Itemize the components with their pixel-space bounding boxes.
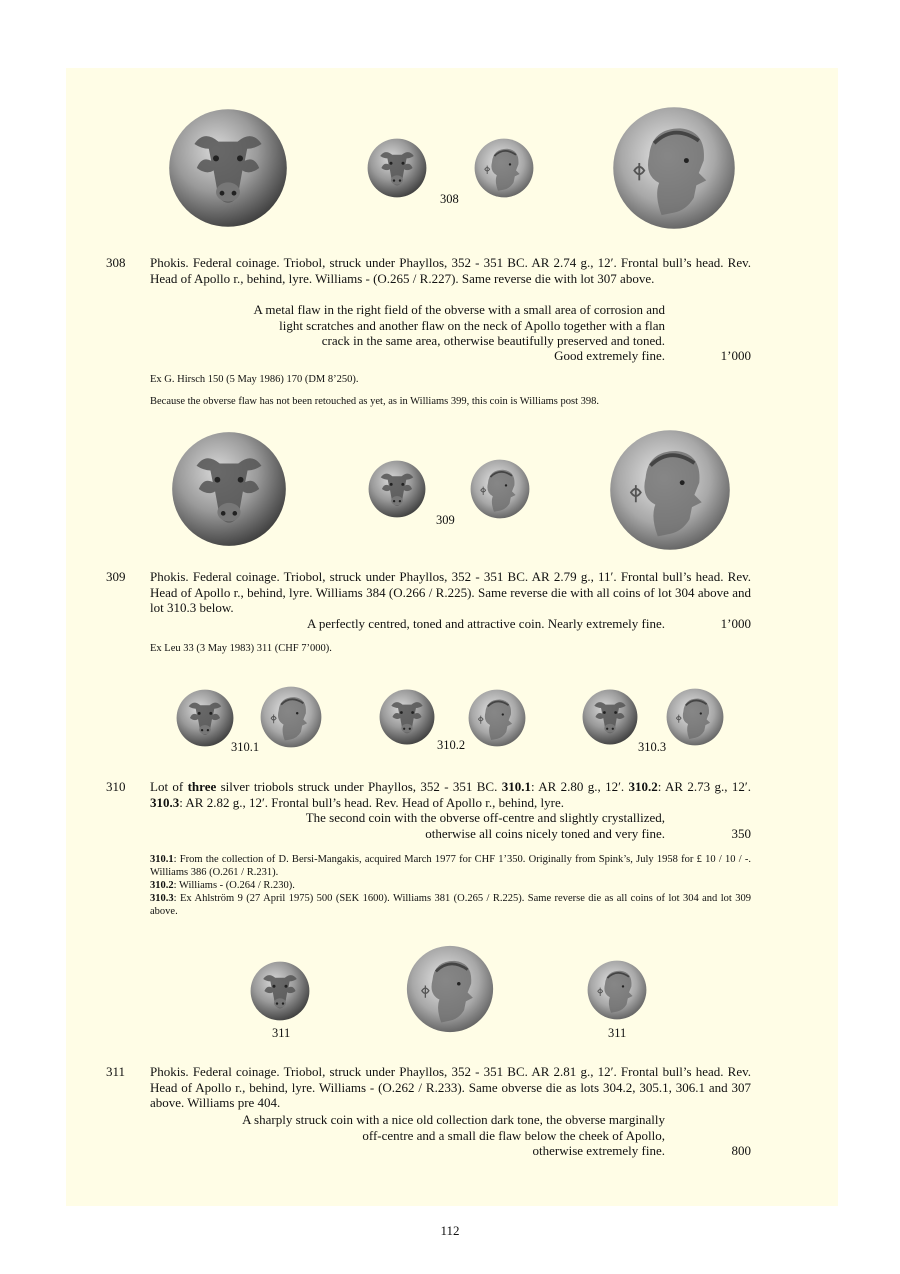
lot-308-description: Phokis. Federal coinage. Triobol, struck under Phayllos, 352 - 351 BC. AR 2.74 g., 12′. Frontal bull’s head. Rev. Head of Apollo r., behind, lyre. Williams - (O.265 / R.227). Same reverse die with lot 307 above. (150, 255, 751, 286)
lot-310-note-ref-3: 310.3 (150, 893, 174, 904)
lot-310-desc-item-3: : AR 2.82 g., 12′. Frontal bull’s head. Rev. Head of Apollo r., behind, lyre. (179, 794, 564, 810)
lot-311-condition-line-1: A sharply struck coin with a nice old collection dark tone, the obverse marginally (242, 1112, 665, 1127)
coin-311-obverse (248, 961, 312, 1021)
lot-311-description: Phokis. Federal coinage. Triobol, struck under Phayllos, 352 - 351 BC. AR 2.81 g., 12′. Frontal bull’s head. Rev. Head of Apollo r., behind, lyre. Williams - (O.262 / R.233). Same obverse die as lots 304.2, 305.1, 306.1 and 307 above. Williams pre 404. (150, 1064, 751, 1110)
lot-310-note-ref-2: 310.2 (150, 880, 174, 891)
lot-310-note-2 (150, 879, 751, 892)
lot-310-note-text-1: : From the collection of D. Bersi-Mangakis, acquired March 1977 for CHF 1’350. Originally from Spink’s, July 1958 for £ 10 / 10 / -. Williams 386 (O.261 / R.231). (150, 854, 751, 878)
lot-number-310: 310 (106, 779, 126, 794)
lot-310-note-text-3: : Ex Ahlström 9 (27 April 1975) 500 (SEK 1600). Williams 381 (O.265 / R.225). Same reverse die as all coins of lot 304 and lot 309 above. (150, 893, 751, 917)
lot-308-note-1: Ex G. Hirsch 150 (5 May 1986) 170 (DM 8’250). (150, 374, 359, 385)
coin-309-obverse (366, 460, 428, 518)
lot-308-condition-line-2: light scratches and another flaw on the neck of Apollo together with a flan (279, 318, 665, 333)
coin-310-3-reverse (665, 688, 725, 746)
coin-311-reverse-enlarged (400, 945, 500, 1033)
coin-311-reverse (584, 960, 650, 1020)
coin-309-reverse (470, 459, 530, 519)
page-number: 112 (440, 1223, 460, 1238)
coin-308-reverse-enlarged (612, 106, 736, 230)
coin-308-reverse (473, 138, 535, 198)
coin-309-reverse-enlarged (608, 429, 732, 551)
lot-310-desc-bold: three (187, 779, 217, 794)
lot-311-price: 800 (731, 1143, 751, 1158)
coin-310-2-reverse (466, 689, 528, 747)
image-label-310-2: 310.2 (437, 738, 466, 752)
lot-311-condition-line-2: off-centre and a small die flaw below the cheek of Apollo, (362, 1128, 665, 1143)
lot-309-condition-line-1: A perfectly centred, toned and attractive coin. Nearly extremely fine. (306, 616, 665, 631)
lot-310-desc-item-1: : AR 2.80 g., 12′. (530, 779, 629, 794)
lot-310-desc-ref-2: 310.2 (628, 779, 658, 794)
image-label-311-right: 311 (608, 1026, 627, 1040)
lot-310-condition-line-1: The second coin with the obverse off-centre and slightly crystallized, (305, 810, 665, 825)
lot-310-price: 350 (731, 826, 751, 841)
lot-number-309: 309 (106, 569, 126, 584)
lot-310-desc-pre: Lot of (150, 779, 188, 794)
coin-310-1-reverse (260, 686, 322, 748)
lot-308-note-2: Because the obverse flaw has not been retouched as yet, as in Williams 399, this coin is Williams post 398. (150, 396, 600, 407)
lot-308-price: 1’000 (720, 348, 751, 363)
coin-310-2-obverse (375, 689, 439, 745)
lot-310-desc-item-2: : AR 2.73 g., 12′. (657, 779, 751, 794)
lot-309-note-1: Ex Leu 33 (3 May 1983) 311 (CHF 7’000). (150, 643, 332, 654)
lot-308-condition-line-1: A metal flaw in the right field of the obverse with a small area of corrosion and (253, 302, 665, 317)
lot-309-price: 1’000 (720, 616, 751, 631)
coin-308-obverse (366, 138, 428, 198)
lot-310-note-text-2: : Williams - (O.264 / R.230). (173, 880, 295, 891)
lot-309-description: Phokis. Federal coinage. Triobol, struck under Phayllos, 352 - 351 BC. AR 2.79 g., 11′. Frontal bull’s head. Rev. Head of Apollo r., behind, lyre. Williams 384 (O.266 / R.225). Same reverse die with all coins of lot 304 above and lot 310.3 below. (150, 569, 751, 615)
lot-308-condition-line-4: Good extremely fine. (554, 348, 665, 363)
lot-310-desc-ref-1: 310.1 (501, 779, 531, 794)
image-label-311-left: 311 (272, 1026, 291, 1040)
lot-310-desc-ref-3: 310.3 (150, 794, 180, 810)
lot-310-note-ref-1: 310.1 (150, 854, 174, 865)
image-label-309: 309 (436, 513, 455, 527)
lot-number-308: 308 (106, 255, 126, 270)
lot-310-desc-mid: silver triobols struck under Phayllos, 352 - 351 BC. (216, 779, 502, 794)
image-label-308: 308 (440, 192, 459, 206)
coin-308-obverse-enlarged (165, 108, 291, 228)
catalogue-page-panel (66, 68, 838, 1206)
image-label-310-1: 310.1 (231, 740, 260, 754)
lot-310-description (150, 779, 751, 810)
coin-309-obverse-enlarged (169, 431, 289, 547)
lot-308-condition-line-3: crack in the same area, otherwise beautifully preserved and toned. (321, 333, 665, 348)
lot-number-311: 311 (106, 1064, 126, 1079)
lot-310-note-3 (150, 892, 751, 918)
coin-310-3-obverse (581, 689, 639, 745)
lot-310-condition-line-2: otherwise all coins nicely toned and very fine. (425, 826, 665, 841)
lot-310-note-1 (150, 853, 751, 879)
lot-311-condition-line-3: otherwise extremely fine. (532, 1143, 665, 1158)
image-label-310-3: 310.3 (638, 740, 667, 754)
coin-310-1-obverse (174, 689, 236, 747)
